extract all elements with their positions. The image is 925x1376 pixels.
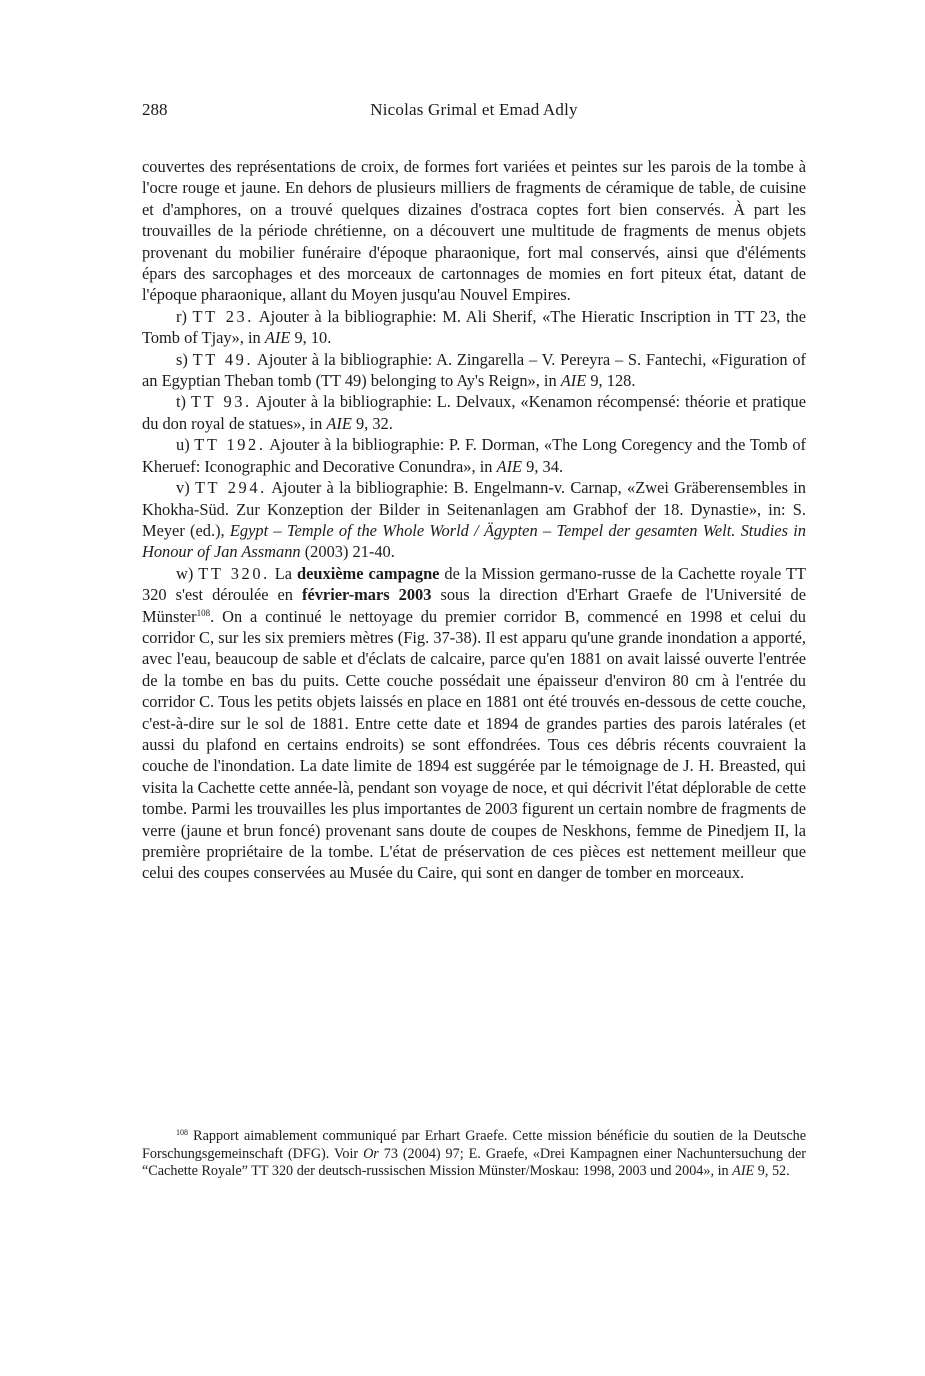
footnote-number: 108 xyxy=(176,1128,188,1137)
entry-text: Ajouter à la bibliographie: M. Ali Sherif, «The Hieratic Inscription in TT 23, the Tomb of Tjay», in xyxy=(142,306,806,348)
entry-ref: 9, 34. xyxy=(526,456,564,476)
journal-abbrev: AIE xyxy=(264,328,291,348)
entry-text: La xyxy=(274,563,293,583)
tomb-number: TT 192. xyxy=(194,435,266,455)
footnote-text: Rapport aimablement communiqué par Erhart Graefe. Cette mission bénéficie du soutien de la Deutsche Forschungsgemeinschaft (DFG). Voir xyxy=(142,1128,807,1162)
entry-label: s) xyxy=(176,349,188,369)
journal-abbrev: AIE xyxy=(732,1163,755,1180)
journal-abbrev: AIE xyxy=(560,371,587,391)
entry-text: Ajouter à la bibliographie: B. Engelmann-v. Carnap, «Zwei Gräberensembles in Khokha-Süd. Zur Konzeption der Bilder in Seitenanlagen am Grabhof der 18. Dynastie», in: S. Meyer (ed.), xyxy=(142,478,806,540)
entry-label: w) xyxy=(176,563,194,583)
book-title: Egypt – Temple of the Whole World / Ägypten – Tempel der gesamten Welt. Studies in Honour of Jan Assmann xyxy=(142,520,806,562)
page-header xyxy=(142,100,806,124)
tomb-number: TT 93. xyxy=(190,392,252,412)
page-number: 288 xyxy=(142,100,168,119)
body-text xyxy=(142,156,806,884)
entry-label: u) xyxy=(176,435,190,455)
entry-text: . On a continué le nettoyage du premier corridor B, commencé en 1998 et celui du corridor C, sur les six premiers mètres (Fig. 37-38). Il est apparu qu'une grande inondation a apporté, avec l'eau, beaucoup de sable et d'éclats de calcaire, parce qu'en 1881 on avait laissé ouverte l'entrée de la tombe en bas du puits. Cette couche possédait une épaisseur d'environ 80 cm à l'entrée du corridor C. Tous les petits objets laissés en place en 1881 ont été trouvés en-dessous de cette couche, c'est-à-dire sur le sol de 1881. Entre cette date et 1894 de grandes parties des parois latérales (et aussi du plafond en certains endroits) se sont effondrées. Tous ces débris récents couvraient la couche de l'inondation. La date limite de 1894 est suggérée par le témoignage de J. H. Breasted, qui visita la Cachette cette année-là, pendant son voyage de noce, et qui décrivit l'état déplorable de cette tombe. Parmi les trouvailles les plus importantes de 2003 figurent un certain nombre de fragments de verre (jaune et brun foncé) provenant sans doute de coupes de Neskhons, femme de Pinedjem II, la première propriétaire de la tombe. L'état de préservation de ces pièces est nettement meilleur que celui des coupes conservées au Musée du Caire, qui sont en danger de tomber en morceaux. xyxy=(142,606,806,883)
entry-text: de la Mission germano-russe de la Cachette royale TT 320 s'est déroulée en xyxy=(142,563,806,605)
entry-text: Ajouter à la bibliographie: L. Delvaux, «Kenamon récompensé: théorie et pratique du don royal de statues», in xyxy=(142,392,806,433)
tomb-number: TT 294. xyxy=(194,478,267,498)
entry-r xyxy=(142,306,806,349)
entry-v xyxy=(142,477,806,563)
tomb-number: TT 320. xyxy=(198,563,270,583)
footnote-reference[interactable]: 108 xyxy=(196,607,211,618)
entry-ref: 9, 128. xyxy=(590,371,636,391)
tomb-number: TT 23. xyxy=(192,306,254,326)
entry-t xyxy=(142,391,806,434)
entry-text: Ajouter à la bibliographie: A. Zingarella – V. Pereyra – S. Fantechi, «Figuration of an Egyptian Theban tomb (TT 49) belonging to Ay's Reign», in xyxy=(142,349,806,391)
entry-u xyxy=(142,434,806,477)
paragraph-continued: couvertes des représentations de croix, de formes fort variées et peintes sur les parois de la tombe à l'ocre rouge et jaune. En dehors de plusieurs milliers de fragments de céramique de table, de cuisine et d'amphores, on a trouvé quelques dizaines d'ostraca coptes fort bien conservés. À part les trouvailles de la période chrétienne, on a découvert une multitude de fragments de menus objets provenant du mobilier funéraire d'époque pharaonique, fort mal conservés, ainsi que d'éléments épars des sarcophages et des morceaux de cartonnages de momies en fort piteux état, datant de l'époque pharaonique, allant du Moyen jusqu'au Nouvel Empires. xyxy=(142,157,806,305)
entry-ref: 9, 32. xyxy=(355,413,393,433)
entry-label: v) xyxy=(176,478,190,498)
entry-w xyxy=(142,563,806,884)
footnote-108 xyxy=(142,1128,806,1181)
entry-label: t) xyxy=(176,392,187,412)
entry-ref: 9, 10. xyxy=(294,328,332,348)
entry-text: sous la direction d'Erhart Graefe de l'Université de Münster xyxy=(142,585,806,626)
running-head: Nicolas Grimal et Emad Adly xyxy=(370,100,578,119)
journal-abbrev: AIE xyxy=(496,456,523,476)
journal-abbrev: Or xyxy=(363,1145,379,1162)
footnote-text: 73 (2004) 97; E. Graefe, «Drei Kampagnen einer Nachuntersuchung der “Cachette Royale” TT 320 der deutsch-russischen Mission Münster/Moskau: 1998, 2003 und 2004», in xyxy=(142,1145,807,1180)
entry-s xyxy=(142,349,806,392)
bold-phrase-date: février-mars 2003 xyxy=(302,585,432,605)
footnote-text: 9, 52. xyxy=(757,1163,790,1180)
entry-label: r) xyxy=(176,306,187,326)
entry-text: Ajouter à la bibliographie: P. F. Dorman, «The Long Coregency and the Tomb of Kheruef: Iconographic and Decorative Conundra», in xyxy=(142,435,806,476)
entry-ref: (2003) 21-40. xyxy=(304,542,395,562)
tomb-number: TT 49. xyxy=(192,349,254,369)
bold-phrase-campaign: deuxième campagne xyxy=(297,563,440,583)
journal-abbrev: AIE xyxy=(326,413,352,433)
footnote xyxy=(142,1128,806,1181)
